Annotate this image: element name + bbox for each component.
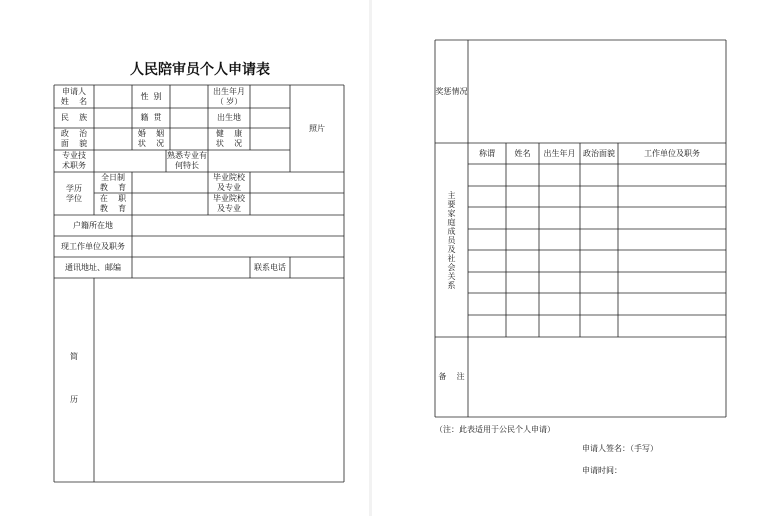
political-status-label: 政 治 面 貌 (60, 129, 88, 148)
professional-title-label: 专业技 术职务 (62, 151, 86, 170)
remarks-label: 备 注 (438, 372, 465, 381)
native-place-label: 籍 贯 (140, 113, 162, 122)
ethnicity-label: 民 族 (60, 113, 88, 122)
applicant-signature: 申请人签名：（手写） (582, 444, 658, 453)
health-status-label: 健 康 状 况 (215, 129, 243, 148)
application-date: 申请时间： (582, 466, 622, 475)
resume-label-top: 简 (70, 352, 78, 361)
right-page (372, 0, 761, 516)
birth-label: 出生年月 （ 岁） (213, 86, 245, 106)
phone-label: 联系电话 (254, 262, 286, 272)
col-name-header: 姓名 (514, 148, 531, 158)
school-major-label-parttime: 毕业院校 及专业 (213, 194, 245, 213)
specialty-label: 熟悉专业有 何特长 (167, 151, 207, 170)
form-note: （注：此表适用于公民个人申请） (435, 425, 555, 434)
family-relations-text: 主要家庭成员及社会关系 (447, 190, 456, 290)
form-title: 人民陪审员个人申请表 (130, 62, 270, 78)
birthplace-label: 出生地 (217, 113, 241, 122)
right-form-grid (372, 0, 761, 516)
awards-label: 奖惩情况 (435, 86, 468, 96)
marital-status-label: 婚 姻 状 况 (137, 129, 165, 148)
photo-label: 照片 (309, 123, 325, 133)
work-unit-label: 现工作单位及职务 (61, 241, 125, 251)
hukou-label: 户籍所在地 (73, 220, 113, 230)
name-label: 申请人 姓 名 (60, 86, 88, 106)
parttime-education-label: 在 职 教 育 (99, 194, 127, 213)
education-degree-label: 学历 学位 (66, 183, 82, 203)
col-birth-header: 出生年月 (543, 148, 576, 158)
left-page (0, 0, 369, 516)
resume-label-bottom: 历 (70, 395, 78, 404)
family-relations-label (435, 143, 468, 337)
col-relation-header: 称谓 (479, 148, 495, 158)
address-label: 通讯地址、邮编 (65, 262, 121, 272)
col-work-header: 工作单位及职务 (644, 148, 700, 158)
fulltime-education-label: 全日制 教 育 (99, 172, 127, 192)
col-political-header: 政治面貌 (583, 148, 615, 158)
gender-label: 性 别 (140, 91, 162, 101)
school-major-label-fulltime: 毕业院校 及专业 (213, 172, 245, 192)
